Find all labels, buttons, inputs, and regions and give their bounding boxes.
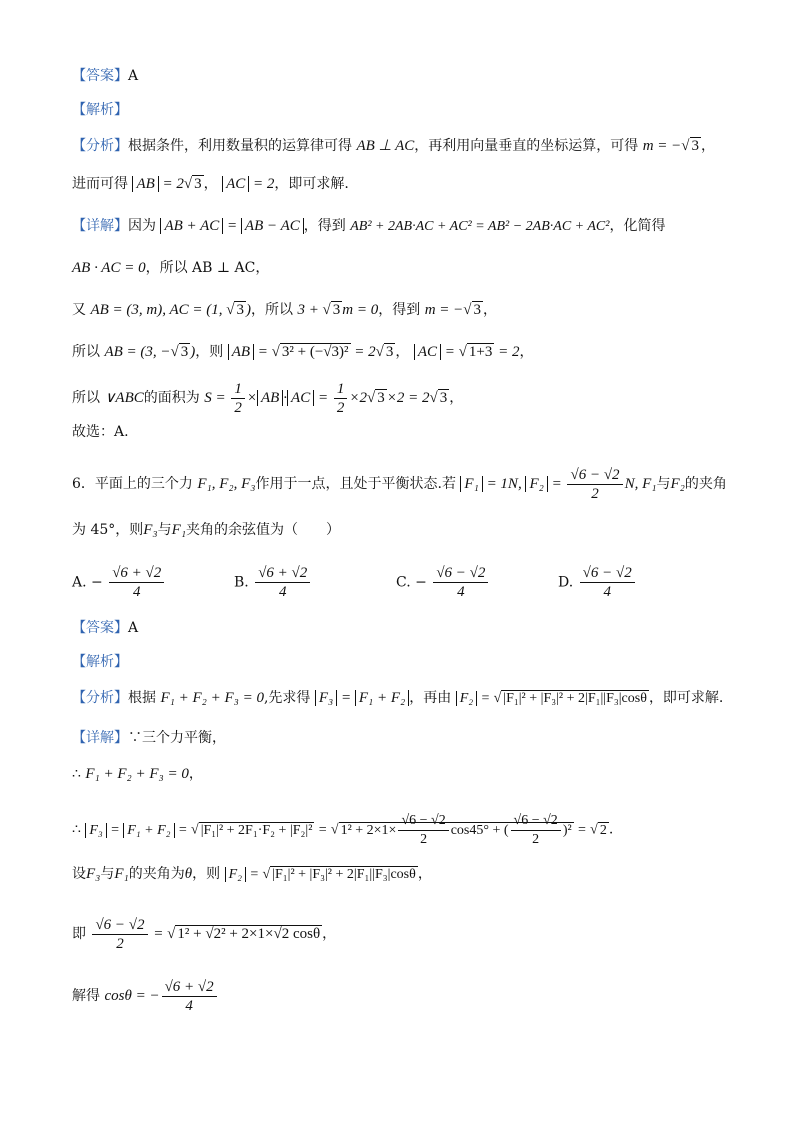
option-label: B.: [234, 574, 249, 591]
xiangjie-tag: 【详解】: [72, 730, 128, 746]
formula: F₂ = √ |F₁|² + |F₃|² + 2|F₁||F₃|cosθ: [456, 690, 649, 706]
fenxi-text: ，即可求解.: [648, 690, 724, 706]
q6-xiangjie-line: [72, 728, 722, 748]
option-denominator: 4: [279, 584, 287, 600]
q6-ji-line: 即 $\frac{√6 - √2}{2}$ = √ 1² + √2² + 2×1×√2 cosθ ，: [72, 917, 337, 952]
answer-tag: 【答案】: [72, 68, 128, 84]
q6-fenxi-line: [72, 688, 722, 709]
question-text: 为 45°，则: [72, 522, 144, 538]
formula: F₁ = 1N, F₂ = $\frac{√6 - √2}{2}$ N, F₁: [460, 476, 656, 492]
q6-stem-line1: [72, 466, 727, 503]
formula: AB ⊥ AC: [356, 138, 415, 154]
text: 的面积为: [143, 389, 200, 406]
option-sign: −: [91, 574, 103, 591]
q5-suoyi-line: 所以 AB = (3, −√ 3 )，则 AB = √ 3² + (−√3)² = 2√ 3 ， AC = √ 1+3 = 2，: [72, 344, 534, 360]
formula: $\frac{√6 - √2}{2}$ = √ 1² + √2² + 2×1×√2 cosθ: [90, 926, 322, 942]
formula: F₂ = √ |F₁|² + |F₃|² + 2|F₁||F₃|cosθ: [225, 866, 418, 882]
question-text: 作用于一点，且处于平衡状态.若: [255, 475, 456, 492]
formula: F₃ = F₁ + F₂ = √ |F₁|² + 2F₁·F₂ + |F₂|² = √ 1² + 2×1× $\frac{√6 - √2}{2}$ cos45° + ( $\frac{√6 - √2}{2}$ )² = √ 2: [85, 822, 608, 838]
q6-jiede-line: [72, 978, 722, 1015]
option-a[interactable]: [72, 564, 166, 601]
formula: F₃: [143, 522, 158, 538]
q6-sum-line: ∴ F₁ + F₂ + F₃ = 0，: [72, 766, 203, 782]
option-denominator: 4: [457, 584, 465, 600]
answer-tag: 【答案】: [72, 620, 128, 636]
q5-perp-line: [72, 258, 722, 278]
formula: AB² + 2AB·AC + AC² = AB² − 2AB·AC + AC²: [350, 219, 610, 234]
xiangjie-text: ，得到: [303, 218, 346, 234]
option-numerator: √6 − √2: [580, 564, 635, 583]
fenxi-text: ，即可求解.: [274, 176, 349, 192]
text: 解得: [72, 987, 100, 1004]
option-b[interactable]: [234, 564, 312, 601]
text: ，则: [192, 866, 221, 882]
formula: F₂: [670, 475, 685, 492]
answer-value: A: [128, 68, 139, 84]
text: 的夹角为: [128, 866, 185, 882]
text: 所以: [72, 344, 100, 360]
formula: AB + AC = AB − AC: [160, 218, 303, 234]
formula: F₃: [86, 866, 101, 882]
formula: F₁, F₂, F₃: [197, 475, 256, 492]
fenxi-text: 根据: [128, 690, 156, 706]
fenxi-text: ,先求得: [263, 690, 311, 706]
text: 与: [100, 866, 115, 882]
formula: ∨ABC: [104, 389, 144, 406]
option-numerator: √6 + √2: [255, 564, 310, 583]
q6-analysis-line: [72, 652, 722, 672]
formula: F₃ = F₁ + F₂: [315, 690, 409, 706]
analysis-tag: 【解析】: [72, 654, 128, 670]
q5-analysis-line: [72, 100, 722, 120]
option-c[interactable]: [396, 564, 490, 601]
formula: F₁: [171, 522, 187, 538]
option-sign: −: [415, 574, 427, 591]
text: 设: [72, 866, 86, 882]
formula: m = −√ 3: [424, 302, 482, 318]
xiangjie-text: ，化简得: [609, 218, 666, 234]
question-text: 与: [157, 522, 172, 538]
formula: AB = (3, m), AC = (1, √ 3 ): [90, 302, 251, 318]
xiangjie-text: 因为: [128, 218, 156, 234]
formula: F₁ + F₂ + F₃ = 0: [160, 690, 264, 706]
q5-answer-line: [72, 66, 722, 86]
formula: AC = 2: [222, 176, 274, 192]
q6-answer-line: [72, 618, 722, 638]
option-label: A.: [72, 574, 87, 591]
option-label: D.: [558, 574, 574, 591]
q6-therefore-line: ∴ F₃ = F₁ + F₂ = √ |F₁|² + 2F₁·F₂ + |F₂|² = √ 1² + 2×1× $\frac{√6 - √2}{2}$ cos45° + ( $\frac{√6 - √2}{2}$ )² = √ 2 .: [72, 813, 614, 847]
q6-she-line: 设F₃与F₁的夹角为θ，则 F₂ = √ |F₁|² + |F₃|² + 2|F₁||F₃|cosθ ，: [72, 866, 432, 882]
formula: S = $\frac{1}{2}$ × AB · AC = $\frac{1}{2}$ ×2√ 3 ×2 = 2√ 3: [204, 381, 448, 416]
formula: θ: [184, 866, 193, 882]
formula: m = −√ 3: [642, 138, 700, 154]
q5-xiangjie-line: [72, 216, 722, 237]
option-denominator: 4: [133, 584, 141, 600]
fenxi-text: 进而可得: [72, 176, 128, 192]
text: 故选：A.: [72, 424, 129, 440]
formula: AC = √ 1+3 = 2: [414, 343, 520, 360]
option-numerator: √6 − √2: [433, 564, 488, 583]
text: ，则: [195, 344, 224, 360]
formula: AB · AC = 0: [72, 260, 146, 276]
analysis-tag: 【解析】: [72, 102, 128, 118]
text: ∴: [72, 821, 81, 838]
formula: AB = √ 3² + (−√3)² = 2√ 3: [228, 343, 396, 360]
q6-stem-line2: [72, 520, 722, 540]
text: 又: [72, 302, 86, 318]
question-text: 6．平面上的三个力: [72, 475, 193, 492]
text: ，所以 AB ⊥ AC，: [145, 260, 270, 276]
q5-you-line: 又 AB = (3, m), AC = (1, √ 3 )，所以 3 + √ 3 m = 0，得到 m = −√ 3 ，: [72, 302, 498, 318]
question-text: 与: [656, 475, 671, 492]
q5-area-line: 所以 ∨ABC的面积为 S = $\frac{1}{2}$ × AB · AC = $\frac{1}{2}$ ×2√ 3 ×2 = 2√ 3 ，: [72, 381, 464, 416]
text: 即: [72, 925, 86, 942]
option-label: C.: [396, 574, 411, 591]
formula: cosθ = − $\frac{√6 + √2}{4}$: [104, 988, 218, 1004]
fenxi-tag: 【分析】: [72, 138, 128, 154]
text: 所以: [72, 389, 100, 406]
xiangjie-tag: 【详解】: [72, 218, 128, 234]
q5-guxuan-line: [72, 422, 722, 442]
fenxi-text: ，再利用向量垂直的坐标运算，可得: [414, 138, 639, 154]
formula: AB = 2√ 3: [132, 175, 203, 192]
text: ，得到: [378, 302, 421, 318]
option-d[interactable]: [558, 564, 637, 601]
xiangjie-text: ∵三个力平衡，: [128, 730, 226, 746]
option-numerator: √6 + √2: [109, 564, 164, 583]
question-text: 夹角的余弦值为（ ）: [186, 522, 341, 538]
q5-fenxi-line2: 进而可得 AB = 2√ 3 ， AC = 2，即可求解.: [72, 176, 349, 192]
fenxi-text: 根据条件，利用数量积的运算律可得: [128, 138, 352, 154]
text: ，所以: [250, 302, 293, 318]
question-text: 的夹角: [684, 475, 727, 492]
text: ∴: [72, 766, 81, 782]
fenxi-tag: 【分析】: [72, 690, 128, 706]
fenxi-text: ，再由: [409, 690, 452, 706]
answer-value: A: [128, 620, 139, 636]
formula: F₁ + F₂ + F₃ = 0: [85, 766, 189, 782]
option-denominator: 4: [603, 584, 611, 600]
formula: F₁: [114, 866, 129, 882]
formula: 3 + √ 3 m = 0: [297, 302, 379, 318]
q5-fenxi-line: 【分析】根据条件，利用数量积的运算律可得 AB ⊥ AC，再利用向量垂直的坐标运算，可得 m = −√ 3 ，: [72, 138, 716, 154]
formula: AB = (3, −√ 3 ): [104, 344, 196, 360]
